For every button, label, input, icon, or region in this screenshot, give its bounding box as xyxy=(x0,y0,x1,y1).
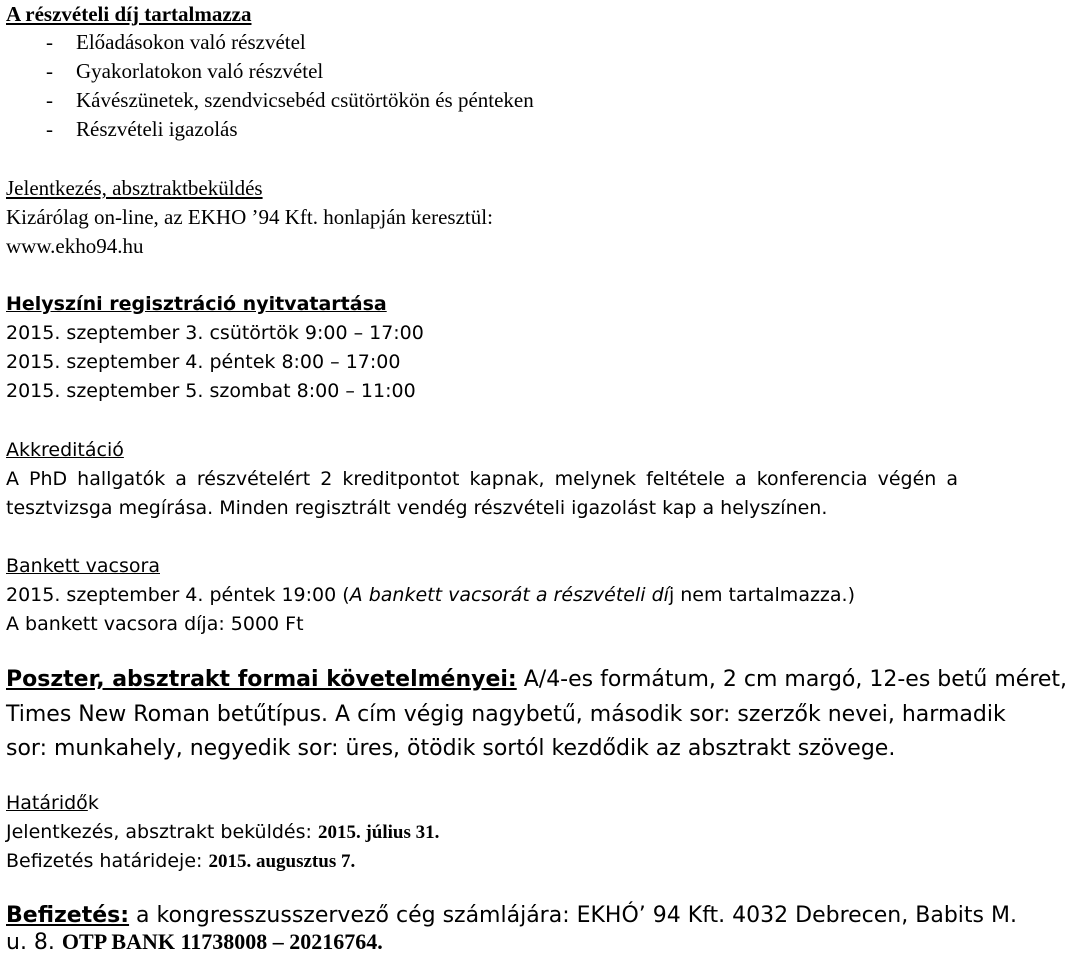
list-item: - Részvételi igazolás xyxy=(46,117,238,141)
payment-line-2: u. 8. OTP BANK 11738008 – 20216764. xyxy=(6,929,383,955)
payment-line-1: Befizetés: a kongresszusszervező cég számlájára: EKHÓ’ 94 Kft. 4032 Debrecen, Babits M. xyxy=(6,903,1017,928)
included-heading: A részvételi díj tartalmazza xyxy=(6,2,252,26)
accreditation-line-1: A PhD hallgatók a részvételért 2 kreditpontot kapnak, melynek feltétele a konferencia végén a xyxy=(6,468,958,490)
accreditation-line-2: tesztvizsga megírása. Minden regisztrált vendég részvételi igazolást kap a helyszínen. xyxy=(6,497,828,519)
payment-heading: Befizetés: xyxy=(6,903,130,928)
banquet-fee: A bankett vacsora díja: 5000 Ft xyxy=(6,613,304,635)
onsite-day: 2015. szeptember 5. szombat 8:00 – 11:00 xyxy=(6,380,416,402)
onsite-day: 2015. szeptember 3. csütörtök 9:00 – 17:00 xyxy=(6,322,424,344)
bank-account: OTP BANK 11738008 – 20216764. xyxy=(61,929,383,954)
banquet-date: 2015. szeptember 4. péntek 19:00 (A bankett vacsorát a részvételi díj nem tartalmazza.) xyxy=(6,584,856,606)
poster-line-3: sor: munkahely, negyedik sor: üres, ötödik sortól kezdődik az absztrakt szövege. xyxy=(6,736,896,761)
deadline-apply: Jelentkezés, absztrakt beküldés: 2015. július 31. xyxy=(6,821,440,843)
registration-url[interactable]: www.ekho94.hu xyxy=(6,234,144,258)
list-item: - Gyakorlatokon való részvétel xyxy=(46,59,324,83)
onsite-day: 2015. szeptember 4. péntek 8:00 – 17:00 xyxy=(6,351,401,373)
registration-heading: Jelentkezés, absztraktbeküldés xyxy=(6,176,263,200)
list-item: - Kávészünetek, szendvicsebéd csütörtökön és pénteken xyxy=(46,88,534,112)
deadline-pay: Befizetés határideje: 2015. augusztus 7. xyxy=(6,850,356,872)
poster-line-2: Times New Roman betűtípus. A cím végig nagybetű, második sor: szerzők nevei, harmadik xyxy=(6,702,1006,727)
accreditation-heading: Akkreditáció xyxy=(6,439,124,461)
poster-line-1: Poszter, absztrakt formai követelményei: A/4-es formátum, 2 cm margó, 12-es betű méret, xyxy=(6,667,1067,692)
onsite-heading: Helyszíni regisztráció nyitvatartása xyxy=(6,293,387,315)
list-item: - Előadásokon való részvétel xyxy=(46,30,306,54)
poster-heading: Poszter, absztrakt formai követelményei: xyxy=(6,667,517,692)
deadlines-heading: Határidők xyxy=(6,792,99,814)
banquet-heading: Bankett vacsora xyxy=(6,555,160,577)
registration-text: Kizárólag on-line, az EKHO ’94 Kft. honlapján keresztül: xyxy=(6,205,493,229)
